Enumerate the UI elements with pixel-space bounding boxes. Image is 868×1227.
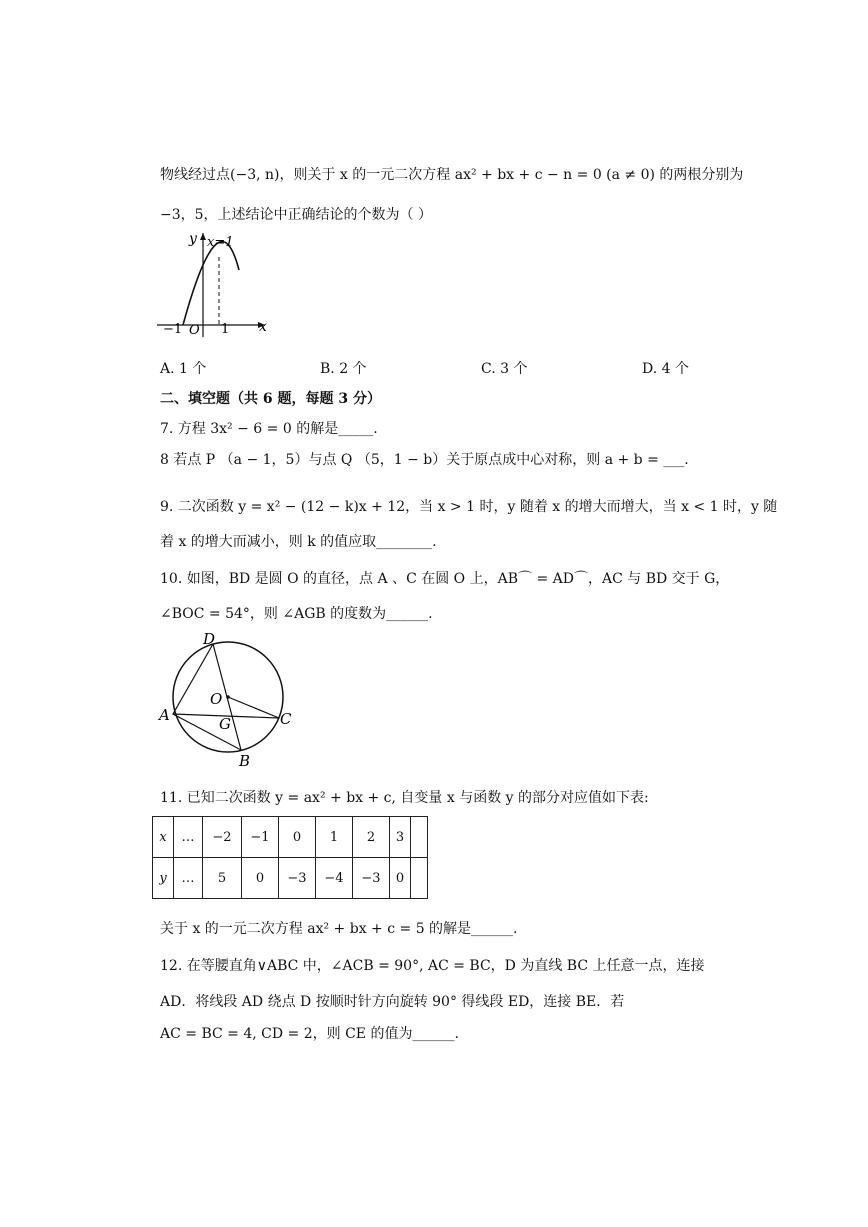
question-9-line2: 着 x 的增大而减小，则 k 的值应取________.: [160, 534, 437, 550]
table-cell: −3: [279, 858, 316, 899]
q6-line2: −3，5，上述结论中正确结论的个数为（ ）: [160, 207, 432, 223]
question-10-line2: ∠BOC = 54°，则 ∠AGB 的度数为______.: [160, 606, 433, 622]
tick-1: 1: [221, 322, 230, 337]
table-cell: 1: [316, 817, 353, 858]
table-cell: −3: [353, 858, 390, 899]
tick-neg1: −1: [163, 322, 183, 337]
table-cell: …: [174, 858, 203, 899]
option-b: B. 2 个: [320, 361, 367, 377]
table-row-y: [153, 858, 428, 899]
segment-oc: [228, 697, 279, 718]
option-d: D. 4 个: [642, 361, 689, 377]
label-o: O: [210, 690, 223, 708]
table-cell: −4: [316, 858, 353, 899]
table-cell: 5: [203, 858, 242, 899]
section2-title: 二、填空题（共 6 题，每题 3 分）: [160, 391, 381, 407]
label-c: C: [280, 710, 292, 728]
symmetry-axis-label: x=1: [207, 235, 234, 250]
table-cell: …: [174, 817, 203, 858]
table-cell: −2: [203, 817, 242, 858]
label-b: B: [239, 752, 251, 770]
question-8: 8 若点 P （a − 1，5）与点 Q （5，1 − b）关于原点成中心对称，则 a + b = ___.: [160, 452, 689, 468]
table-cell: 0: [242, 858, 279, 899]
table-row-x: [153, 817, 428, 858]
parabola-curve: [183, 242, 239, 325]
y-axis-arrow: [200, 233, 206, 240]
x-axis-label: x: [259, 319, 267, 335]
question-12-line3: AC = BC = 4, CD = 2，则 CE 的值为______.: [160, 1026, 459, 1042]
table-cell: 0: [279, 817, 316, 858]
label-d: D: [203, 630, 216, 648]
table-cell: [411, 817, 428, 858]
table-cell: −1: [242, 817, 279, 858]
label-a: A: [159, 706, 170, 724]
question-12-line1: 12. 在等腰直角∨ABC 中，∠ACB = 90°, AC = BC，D 为直线 BC 上任意一点，连接: [160, 958, 705, 974]
question-9-line1: 9. 二次函数 y = x² − (12 − k)x + 12，当 x > 1 时，y 随着 x 的增大而增大，当 x < 1 时，y 随: [160, 499, 778, 515]
question-12-line2: AD．将线段 AD 绕点 D 按顺时针方向旋转 90° 得线段 ED，连接 BE．若: [160, 994, 625, 1010]
parabola-graph: [155, 225, 280, 340]
value-table: [152, 816, 428, 899]
y-axis-label: y: [189, 231, 197, 247]
circle-figure: [155, 630, 300, 770]
question-10-line1: 10. 如图，BD 是圆 O 的直径，点 A 、C 在圆 O 上，AB⌒ = AD⌒，AC 与 BD 交于 G，: [160, 571, 730, 587]
option-a: A. 1 个: [160, 361, 207, 377]
option-c: C. 3 个: [481, 361, 528, 377]
question-11-line2: 关于 x 的一元二次方程 ax² + bx + c = 5 的解是______.: [160, 921, 518, 937]
table-cell: [411, 858, 428, 899]
q6-line1: 物线经过点(−3, n)，则关于 x 的一元二次方程 ax² + bx + c − n = 0 (a ≠ 0) 的两根分别为: [160, 167, 744, 183]
table-cell: 0: [390, 858, 411, 899]
origin-label: O: [189, 323, 200, 338]
question-7: 7. 方程 3x² − 6 = 0 的解是_____.: [160, 421, 378, 437]
label-g: G: [219, 715, 231, 733]
table-cell: 2: [353, 817, 390, 858]
table-cell: 3: [390, 817, 411, 858]
question-11-line1: 11. 已知二次函数 y = ax² + bx + c, 自变量 x 与函数 y 的部分对应值如下表:: [160, 790, 649, 806]
table-cell: x: [153, 817, 174, 858]
triangle-dab: [173, 644, 241, 750]
center-point: [226, 695, 230, 699]
table-cell: y: [153, 858, 174, 899]
